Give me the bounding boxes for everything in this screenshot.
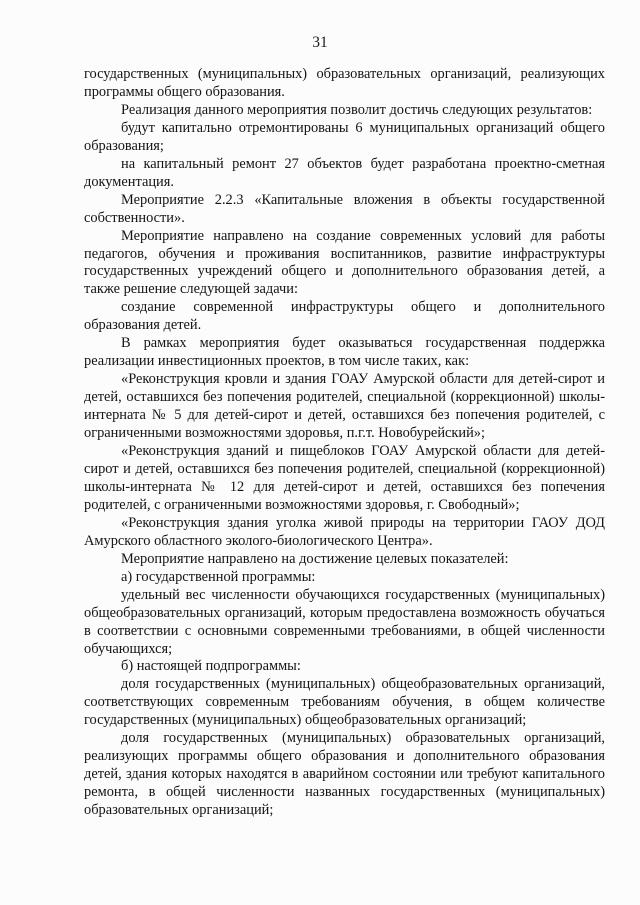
paragraph: государственных (муниципальных) образовательных организаций, реализующих программы общего образования. [84,66,605,100]
paragraph: Мероприятие направлено на достижение целевых показателей: [121,550,509,567]
paragraph: на капитальный ремонт 27 объектов будет разработана проектно-сметная документация. [84,155,605,190]
paragraph: «Реконструкция зданий и пищеблоков ГОАУ Амурской области для детей-сирот и детей, оставшихся без попечения родителей, специальной (коррекционной) школы-интерната № 12 для детей-сирот и детей, оставшихся без попечения родителей, с ограниченными возможностями здоровья, г. Свободный»; [84,443,605,513]
paragraph: В рамках мероприятия будет оказываться государственная поддержка реализации инвестиционных проектов, в том числе таких, как: [84,335,605,370]
paragraph: б) настоящей подпрограммы: [121,658,301,675]
paragraph: создание современной инфраструктуры общего и дополнительного образования детей. [84,299,605,334]
paragraph: а) государственной программы: [121,568,316,585]
document-body [84,66,605,820]
paragraph: будут капитально отремонтированы 6 муниципальных организаций общего образования; [84,119,605,154]
paragraph: доля государственных (муниципальных) образовательных организаций, реализующих программы общего образования и дополнительного образования детей, здания которых находятся в аварийном состоянии или требуют капитального ремонта, в общей численности названных государственных (муниципальных) образовательных организаций; [84,730,605,819]
paragraph: Мероприятие направлено на создание современных условий для работы педагогов, обучения и проживания воспитанников, развитие инфраструктуры государственных учреждений общего и дополнительного образования детей, а также решение следующей задачи: [84,227,605,298]
paragraph: Мероприятие 2.2.3 «Капитальные вложения в объекты государственной собственности». [84,191,605,226]
page-number: 31 [312,34,328,51]
paragraph: удельный вес численности обучающихся государственных (муниципальных) общеобразовательных организаций, которым предоставлена возможность обучаться в соответствии с основными современными требованиями, в общей численности обучающихся; [84,586,605,657]
paragraph: Реализация данного мероприятия позволит достичь следующих результатов: [121,101,593,118]
paragraph: «Реконструкция здания уголка живой природы на территории ГАОУ ДОД Амурского областного эколого-биологического Центра». [84,514,605,549]
paragraph: доля государственных (муниципальных) общеобразовательных организаций, соответствующих современным требованиям обучения, в общем количестве государственных (муниципальных) общеобразовательных организаций; [84,676,605,729]
paragraph: «Реконструкция кровли и здания ГОАУ Амурской области для детей-сирот и детей, оставшихся без попечения родителей, специальной (коррекционной) школы-интерната № 5 для детей-сирот и детей, оставшихся без попечения родителей, с ограниченными возможностями здоровья, п.г.т. Новобурейский»; [84,371,605,442]
